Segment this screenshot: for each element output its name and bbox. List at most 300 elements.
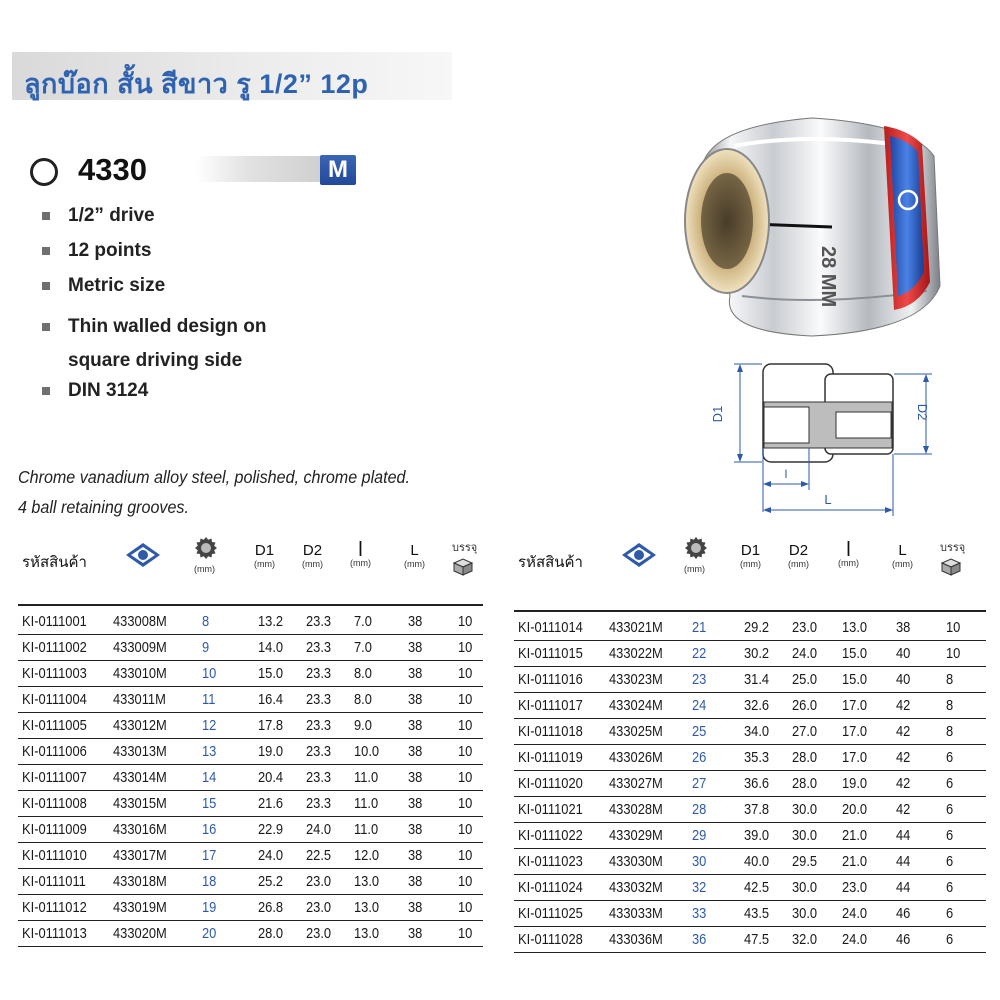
item-code: KI-0111016 [518, 671, 583, 688]
l-value: 7.0 [354, 613, 372, 630]
pack-qty: 10 [458, 925, 473, 942]
l-value: 21.0 [842, 827, 868, 844]
l-small-label: l [784, 467, 788, 481]
socket-size: 21 [692, 619, 707, 636]
d1-value: 39.0 [744, 827, 770, 844]
length-value: 38 [408, 639, 423, 656]
kingtony-logo-icon [125, 542, 161, 568]
item-code: KI-0111019 [518, 749, 583, 766]
d2-label: D2 [915, 403, 930, 421]
d1-value: 19.0 [258, 743, 284, 760]
pack-header [452, 538, 477, 580]
d2-value: 28.0 [792, 775, 818, 792]
pack-qty: 10 [946, 619, 961, 636]
l-value: 24.0 [842, 905, 868, 922]
code-header: รหัสสินค้า [518, 554, 583, 571]
table-row [18, 816, 483, 843]
d1-value: 30.2 [744, 645, 770, 662]
socket-size: 28 [692, 801, 707, 818]
d1-value: 47.5 [744, 931, 770, 948]
part-number: 433017M [113, 847, 167, 864]
part-number: 433016M [113, 821, 167, 838]
pack-label: บรรจุ [452, 542, 478, 554]
socket-size: 15 [202, 795, 217, 812]
socket-size: 8 [202, 613, 210, 630]
part-number: 433009M [113, 639, 167, 656]
pack-qty: 10 [458, 847, 473, 864]
pack-qty: 10 [946, 645, 961, 662]
item-code: KI-0111014 [518, 619, 583, 636]
d2-value: 23.3 [306, 691, 332, 708]
d1-value: 28.0 [258, 925, 284, 942]
d2-value: 24.0 [306, 821, 332, 838]
socket-size: 17 [202, 847, 217, 864]
item-code: KI-0111006 [22, 743, 87, 760]
pack-qty: 10 [458, 691, 473, 708]
socket-size: 30 [692, 853, 707, 870]
length-value: 38 [896, 619, 911, 636]
pack-qty: 6 [946, 827, 954, 844]
l-value: 8.0 [354, 691, 372, 708]
header-unit: (mm) [404, 559, 425, 569]
part-number: 433025M [609, 723, 663, 740]
table-row [514, 640, 986, 667]
part-number: 433026M [609, 749, 663, 766]
socket-size: 23 [692, 671, 707, 688]
part-number: 433033M [609, 905, 663, 922]
header-d1 [740, 542, 761, 569]
material-description: Chrome vanadium alloy steel, polished, chrome plated. 4 ball retaining grooves. [18, 467, 410, 517]
d2-value: 28.0 [792, 749, 818, 766]
item-code: KI-0111002 [22, 639, 87, 656]
d2-value: 26.0 [792, 697, 818, 714]
header-d2 [302, 542, 323, 569]
spec-table-right [514, 528, 986, 968]
part-number: 433022M [609, 645, 663, 662]
l-value: 10.0 [354, 743, 380, 760]
brand-header [621, 542, 657, 572]
d2-value: 23.0 [306, 925, 332, 942]
d1-value: 25.2 [258, 873, 284, 890]
d1-value: 34.0 [744, 723, 770, 740]
d1-value: 31.4 [744, 671, 770, 688]
metric-badge: M [320, 155, 356, 185]
d2-value: 29.5 [792, 853, 818, 870]
socket-size: 14 [202, 769, 217, 786]
l-value: 20.0 [842, 801, 868, 818]
header-unit: (mm) [350, 558, 371, 568]
header-d1 [254, 542, 275, 569]
item-code: KI-0111009 [22, 821, 87, 838]
socket-size: 13 [202, 743, 217, 760]
d2-value: 25.0 [792, 671, 818, 688]
pack-qty: 6 [946, 801, 954, 818]
part-number: 433018M [113, 873, 167, 890]
brand-header [125, 542, 161, 572]
length-value: 38 [408, 795, 423, 812]
pack-qty: 8 [946, 671, 954, 688]
length-value: 40 [896, 645, 911, 662]
d1-value: 40.0 [744, 853, 770, 870]
socket-size: 19 [202, 899, 217, 916]
l-value: 8.0 [354, 665, 372, 682]
d1-value: 24.0 [258, 847, 284, 864]
l-value: 11.0 [354, 795, 379, 812]
socket-dimension-diagram [700, 352, 950, 522]
l-value: 13.0 [354, 925, 380, 942]
d1-value: 43.5 [744, 905, 770, 922]
l-value: 11.0 [354, 821, 379, 838]
socket-size: 27 [692, 775, 707, 792]
length-value: 42 [896, 775, 911, 792]
l-value: 13.0 [354, 899, 380, 916]
d2-value: 32.0 [792, 931, 818, 948]
length-value: 38 [408, 613, 423, 630]
header-unit: (mm) [788, 559, 809, 569]
l-value: 11.0 [354, 769, 379, 786]
spec-table-left [18, 528, 483, 968]
d1-value: 14.0 [258, 639, 284, 656]
table-header [514, 528, 986, 588]
part-number: 433011M [113, 691, 166, 708]
model-gradient-bar [196, 156, 324, 182]
length-value: 38 [408, 821, 423, 838]
d2-value: 23.3 [306, 743, 332, 760]
size-unit: (mm) [194, 564, 215, 574]
part-number: 433023M [609, 671, 663, 688]
d1-value: 42.5 [744, 879, 770, 896]
part-number: 433029M [609, 827, 663, 844]
header-L [892, 542, 913, 569]
pack-qty: 10 [458, 613, 473, 630]
l-value: 15.0 [842, 645, 868, 662]
box-package-icon [940, 556, 962, 576]
socket-photo [672, 96, 952, 341]
pack-qty: 6 [946, 749, 954, 766]
svg-text:28 MM: 28 MM [817, 246, 839, 308]
length-value: 42 [896, 801, 911, 818]
length-value: 38 [408, 847, 423, 864]
length-value: 46 [896, 905, 911, 922]
size-header [684, 536, 708, 574]
length-value: 38 [408, 665, 423, 682]
pack-qty: 6 [946, 931, 954, 948]
length-value: 38 [408, 769, 423, 786]
table-row [18, 920, 483, 947]
item-code: KI-0111005 [22, 717, 87, 734]
d1-value: 13.2 [258, 613, 284, 630]
d1-value: 37.8 [744, 801, 770, 818]
part-number: 433010M [113, 665, 167, 682]
table-row [18, 790, 483, 817]
header-label: L [898, 542, 907, 559]
item-code: KI-0111022 [518, 827, 583, 844]
socket-size: 24 [692, 697, 707, 714]
socket-size: 20 [202, 925, 217, 942]
d2-value: 30.0 [792, 827, 818, 844]
feature-item: Metric size [42, 275, 266, 310]
part-number: 433014M [113, 769, 167, 786]
socket-size: 11 [202, 691, 216, 708]
socket-size: 12 [202, 717, 217, 734]
l-value: 17.0 [842, 723, 868, 740]
length-value: 42 [896, 749, 911, 766]
header-label: l [358, 539, 363, 561]
item-code: KI-0111015 [518, 645, 583, 662]
length-value: 38 [408, 925, 423, 942]
length-value: 40 [896, 671, 911, 688]
d2-value: 23.3 [306, 613, 332, 630]
header-unit: (mm) [254, 559, 275, 569]
d2-value: 30.0 [792, 905, 818, 922]
part-number: 433020M [113, 925, 167, 942]
d2-value: 23.3 [306, 639, 332, 656]
length-value: 38 [408, 899, 423, 916]
pack-qty: 10 [458, 639, 473, 656]
bullet-square-icon [42, 282, 50, 290]
d2-value: 30.0 [792, 879, 818, 896]
socket-size: 26 [692, 749, 707, 766]
d1-value: 36.6 [744, 775, 770, 792]
header-unit: (mm) [838, 558, 859, 568]
length-value: 38 [408, 717, 423, 734]
pack-header [940, 538, 965, 580]
d2-value: 23.0 [306, 873, 332, 890]
header-d2 [788, 542, 809, 569]
d2-value: 27.0 [792, 723, 818, 740]
d1-value: 17.8 [258, 717, 284, 734]
model-row [28, 152, 348, 188]
item-code: KI-0111011 [22, 873, 86, 890]
item-code: KI-0111013 [22, 925, 87, 942]
table-row [514, 796, 986, 823]
length-value: 42 [896, 697, 911, 714]
feature-item: DIN 3124 [42, 380, 266, 415]
d1-value: 15.0 [258, 665, 284, 682]
twelve-point-socket-icon [194, 536, 218, 560]
part-number: 433008M [113, 613, 167, 630]
item-code: KI-0111010 [22, 847, 87, 864]
d1-label: D1 [710, 405, 725, 423]
length-value: 44 [896, 853, 911, 870]
table-row [514, 614, 986, 641]
header-label: D1 [254, 542, 275, 559]
table-row [18, 608, 483, 635]
d2-value: 30.0 [792, 801, 818, 818]
d2-value: 22.5 [306, 847, 332, 864]
length-value: 44 [896, 827, 911, 844]
l-value: 17.0 [842, 749, 868, 766]
socket-size: 9 [202, 639, 210, 656]
pack-qty: 6 [946, 879, 954, 896]
model-number: 4330 [78, 152, 147, 187]
table-row [18, 738, 483, 765]
socket-size: 33 [692, 905, 707, 922]
length-value: 42 [896, 723, 911, 740]
d2-value: 23.3 [306, 717, 332, 734]
header-unit: (mm) [302, 559, 323, 569]
socket-size: 18 [202, 873, 217, 890]
size-unit: (mm) [684, 564, 705, 574]
table-row [514, 744, 986, 771]
header-L [404, 542, 425, 569]
code-header: รหัสสินค้า [22, 554, 87, 571]
item-code: KI-0111004 [22, 691, 87, 708]
d1-value: 29.2 [744, 619, 770, 636]
pack-qty: 10 [458, 899, 473, 916]
d2-value: 23.0 [792, 619, 818, 636]
d1-value: 21.6 [258, 795, 284, 812]
feature-item: Thin walled design on square driving side [42, 310, 266, 380]
pack-qty: 6 [946, 775, 954, 792]
table-row [18, 634, 483, 661]
table-row [18, 712, 483, 739]
bullet-square-icon [42, 323, 50, 331]
table-header [18, 528, 483, 588]
bullet-square-icon [42, 387, 50, 395]
header-l [838, 539, 859, 568]
length-value: 44 [896, 879, 911, 896]
d1-value: 32.6 [744, 697, 770, 714]
pack-qty: 8 [946, 723, 954, 740]
l-value: 13.0 [354, 873, 380, 890]
table-row [514, 666, 986, 693]
l-value: 24.0 [842, 931, 868, 948]
pack-qty: 10 [458, 665, 473, 682]
d1-value: 35.3 [744, 749, 770, 766]
item-code: KI-0111028 [518, 931, 583, 948]
socket-size: 16 [202, 821, 217, 838]
table-row [514, 900, 986, 927]
part-number: 433012M [113, 717, 167, 734]
feature-list [42, 205, 266, 415]
item-code: KI-0111024 [518, 879, 583, 896]
l-value: 9.0 [354, 717, 372, 734]
item-code: KI-0111007 [22, 769, 87, 786]
part-number: 433024M [609, 697, 663, 714]
socket-size: 25 [692, 723, 707, 740]
item-code: KI-0111017 [518, 697, 583, 714]
socket-size: 22 [692, 645, 707, 662]
l-value: 15.0 [842, 671, 868, 688]
l-value: 17.0 [842, 697, 868, 714]
box-package-icon [452, 556, 474, 576]
pack-qty: 10 [458, 743, 473, 760]
l-value: 19.0 [842, 775, 868, 792]
table-row [18, 894, 483, 921]
part-number: 433015M [113, 795, 167, 812]
table-row [18, 686, 483, 713]
twelve-point-socket-icon [684, 536, 708, 560]
kingtony-logo-icon [621, 542, 657, 568]
item-code: KI-0111020 [518, 775, 583, 792]
item-code: KI-0111023 [518, 853, 583, 870]
l-value: 7.0 [354, 639, 372, 656]
l-value: 12.0 [354, 847, 380, 864]
part-number: 433028M [609, 801, 663, 818]
item-code: KI-0111008 [22, 795, 87, 812]
pack-qty: 10 [458, 769, 473, 786]
table-row [514, 822, 986, 849]
table-row [514, 718, 986, 745]
d2-value: 24.0 [792, 645, 818, 662]
d2-value: 23.3 [306, 795, 332, 812]
table-row [514, 926, 986, 953]
twelve-point-ring-icon [30, 158, 58, 186]
table-row [514, 874, 986, 901]
pack-qty: 10 [458, 873, 473, 890]
item-code: KI-0111012 [22, 899, 87, 916]
part-number: 433021M [609, 619, 663, 636]
item-code: KI-0111001 [22, 613, 87, 630]
part-number: 433030M [609, 853, 663, 870]
page-title: ลูกบ๊อก สั้น สีขาว รู 1/2” 12p [24, 69, 369, 99]
length-value: 46 [896, 931, 911, 948]
d2-value: 23.3 [306, 769, 332, 786]
pack-qty: 10 [458, 795, 473, 812]
l-value: 13.0 [842, 619, 868, 636]
table-row [18, 764, 483, 791]
pack-qty: 6 [946, 853, 954, 870]
header-label: D2 [302, 542, 323, 559]
d2-value: 23.0 [306, 899, 332, 916]
l-big-label: L [824, 492, 832, 507]
part-number: 433032M [609, 879, 663, 896]
item-code: KI-0111025 [518, 905, 583, 922]
header-rule [514, 610, 986, 612]
pack-label: บรรจุ [940, 542, 966, 554]
pack-qty: 10 [458, 821, 473, 838]
socket-size: 32 [692, 879, 707, 896]
d2-value: 23.3 [306, 665, 332, 682]
socket-size: 10 [202, 665, 217, 682]
d1-value: 26.8 [258, 899, 284, 916]
bullet-square-icon [42, 212, 50, 220]
d1-value: 22.9 [258, 821, 284, 838]
header-label: L [410, 542, 419, 559]
table-row [514, 770, 986, 797]
length-value: 38 [408, 743, 423, 760]
table-row [514, 848, 986, 875]
bullet-square-icon [42, 247, 50, 255]
pack-qty: 6 [946, 905, 954, 922]
header-rule [18, 604, 483, 606]
socket-size: 36 [692, 931, 707, 948]
d1-value: 16.4 [258, 691, 284, 708]
table-row [514, 692, 986, 719]
feature-item: 12 points [42, 240, 266, 275]
header-unit: (mm) [892, 559, 913, 569]
l-value: 21.0 [842, 853, 868, 870]
header-unit: (mm) [740, 559, 761, 569]
d1-value: 20.4 [258, 769, 284, 786]
item-code: KI-0111003 [22, 665, 87, 682]
part-number: 433013M [113, 743, 167, 760]
part-number: 433036M [609, 931, 663, 948]
length-value: 38 [408, 873, 423, 890]
header-label: D2 [788, 542, 809, 559]
table-row [18, 660, 483, 687]
size-header [194, 536, 218, 574]
feature-item: 1/2” drive [42, 205, 266, 240]
item-code: KI-0111018 [518, 723, 583, 740]
item-code: KI-0111021 [518, 801, 583, 818]
part-number: 433019M [113, 899, 167, 916]
header-label: l [846, 539, 851, 561]
l-value: 23.0 [842, 879, 868, 896]
socket-size: 29 [692, 827, 707, 844]
length-value: 38 [408, 691, 423, 708]
